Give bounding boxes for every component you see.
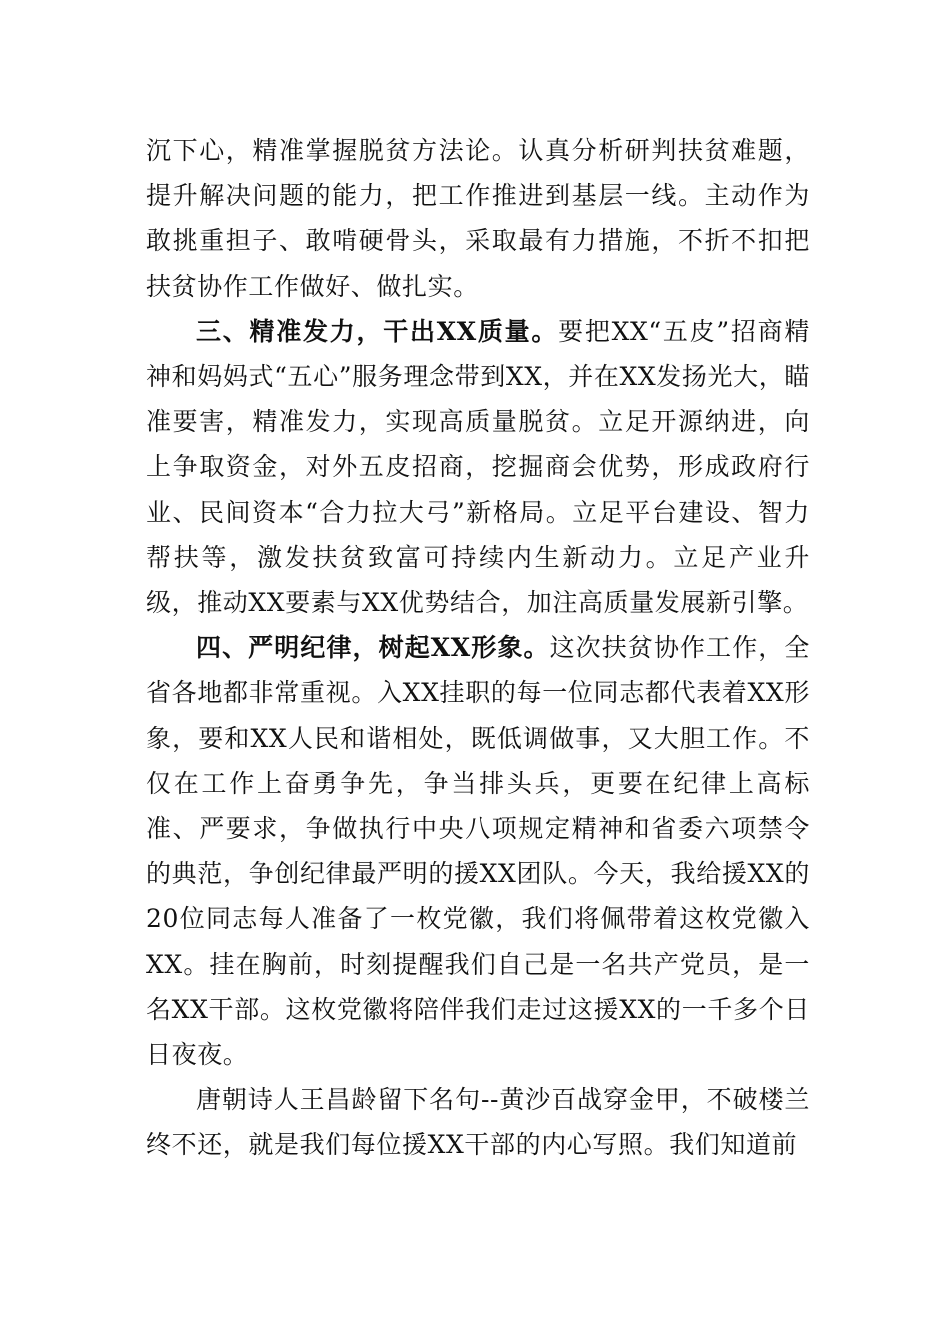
document-body xyxy=(146,128,810,1168)
paragraph-section-three xyxy=(146,309,810,625)
paragraph-text: 要把XX“五皮”招商精神和妈妈式“五心”服务理念带到XX，并在XX发扬光大，瞄准要害，精准发力，实现高质量脱贫。立足开源纳进，向上争取资金，对外五皮招商，挖掘商会优势，形成政府行业、民间资本“合力拉大弓”新格局。立足平台建设、智力帮扶等，激发扶贫致富可持续内生新动力。立足产业升级，推动XX要素与XX优势结合，加注高质量发展新引擎。 xyxy=(146,316,810,618)
section-heading: 四、严明纪律，树起XX形象。 xyxy=(196,633,550,663)
paragraph-section-four xyxy=(146,625,810,1077)
paragraph-text: 唐朝诗人王昌龄留下名句--黄沙百战穿金甲，不破楼兰终不还，就是我们每位援XX干部的内心写照。我们知道前 xyxy=(146,1085,810,1160)
paragraph-continuation xyxy=(146,128,810,309)
paragraph-poem-quote xyxy=(146,1077,810,1167)
section-heading: 三、精准发力，干出XX质量。 xyxy=(196,316,559,346)
paragraph-text: 这次扶贫协作工作，全省各地都非常重视。入XX挂职的每一位同志都代表着XX形象，要和XX人民和谐相处，既低调做事，又大胆工作。不仅在工作上奋勇争先，争当排头兵，更要在纪律上高标准、严要求，争做执行中央八项规定精神和省委六项禁令的典范，争创纪律最严明的援XX团队。今天，我给援XX的20位同志每人准备了一枚党徽，我们将佩带着这枚党徽入XX。挂在胸前，时刻提醒我们自己是一名共产党员，是一名XX干部。这枚党徽将陪伴我们走过这援XX的一千多个日日夜夜。 xyxy=(146,633,810,1070)
paragraph-text: 沉下心，精准掌握脱贫方法论。认真分析研判扶贫难题，提升解决问题的能力，把工作推进到基层一线。主动作为敢挑重担子、敢啃硬骨头，采取最有力措施，不折不扣把扶贫协作工作做好、做扎实。 xyxy=(146,136,810,301)
